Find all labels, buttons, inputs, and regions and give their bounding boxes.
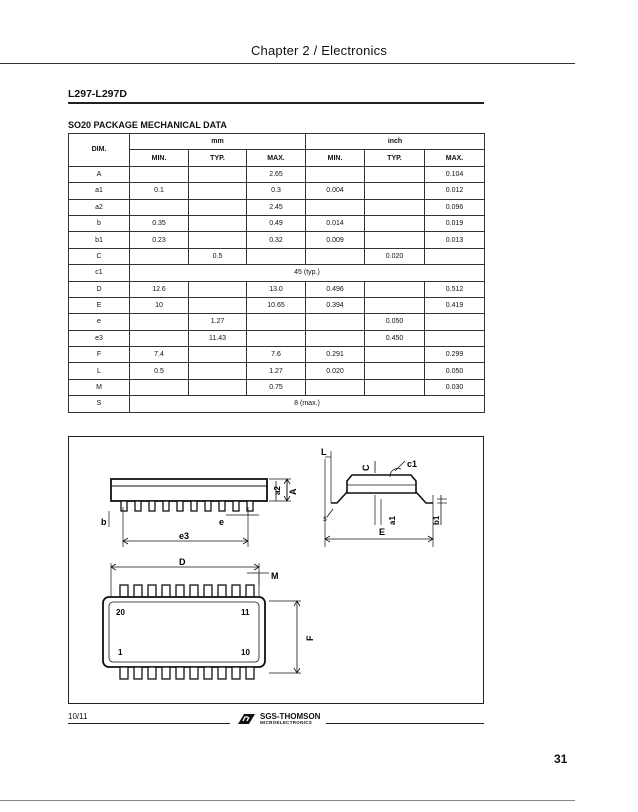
table-row	[69, 330, 485, 346]
dim-cell: L	[69, 363, 130, 379]
value-cell: 0.030	[425, 379, 485, 395]
value-cell: 0.496	[306, 281, 365, 297]
side-lead	[121, 501, 127, 511]
dim-cell: e3	[69, 330, 130, 346]
table-subheader-row	[69, 150, 485, 166]
table-body	[69, 134, 485, 413]
value-cell	[189, 183, 247, 199]
value-cell: 0.5	[130, 363, 189, 379]
value-cell	[365, 232, 425, 248]
value-cell: 0.419	[425, 297, 485, 313]
dim-cell: e	[69, 314, 130, 330]
value-cell	[365, 281, 425, 297]
value-cell: 0.512	[425, 281, 485, 297]
part-number-rule	[68, 102, 484, 104]
table-row	[69, 248, 485, 264]
value-cell: 2.65	[247, 166, 306, 182]
table-row	[69, 347, 485, 363]
side-lead	[191, 501, 197, 511]
brand-subtitle: MICROELECTRONICS	[260, 719, 313, 725]
upper-pin	[204, 585, 212, 597]
table-row	[69, 363, 485, 379]
value-cell	[189, 232, 247, 248]
pin-11-label: 11	[241, 608, 250, 617]
side-lead	[149, 501, 155, 511]
pin-20-label: 20	[116, 608, 125, 617]
label-a1: a1	[388, 516, 397, 525]
table-row	[69, 281, 485, 297]
package-outline-drawing	[69, 437, 483, 703]
value-cell: 7.4	[130, 347, 189, 363]
table-row	[69, 396, 485, 412]
value-cell: 13.0	[247, 281, 306, 297]
value-cell	[365, 297, 425, 313]
subheader-inch-min: MIN.	[306, 150, 365, 166]
dim-cell: C	[69, 248, 130, 264]
value-cell	[365, 363, 425, 379]
spanned-value-cell: 45 (typ.)	[130, 265, 485, 281]
table-row	[69, 379, 485, 395]
label-b: b	[101, 517, 107, 527]
value-cell: 0.49	[247, 215, 306, 231]
upper-pin	[120, 585, 128, 597]
section-title: SO20 PACKAGE MECHANICAL DATA	[68, 120, 227, 130]
part-number: L297-L297D	[68, 88, 127, 100]
pin-10-label: 10	[241, 648, 250, 657]
value-cell: 0.291	[306, 347, 365, 363]
dim-cell: A	[69, 166, 130, 182]
dim-header: DIM.	[69, 134, 130, 167]
value-cell: 7.6	[247, 347, 306, 363]
lower-pin	[232, 667, 240, 679]
lower-pin	[190, 667, 198, 679]
dim-cell: c1	[69, 265, 130, 281]
value-cell	[365, 199, 425, 215]
value-cell: 0.019	[425, 215, 485, 231]
value-cell	[130, 166, 189, 182]
value-cell	[306, 248, 365, 264]
label-L: L	[321, 447, 327, 457]
value-cell: 0.299	[425, 347, 485, 363]
lower-pin	[162, 667, 170, 679]
table-row	[69, 215, 485, 231]
page-number: 31	[554, 752, 568, 766]
upper-pin	[148, 585, 156, 597]
pin-1-label: 1	[118, 648, 123, 657]
table-row	[69, 183, 485, 199]
value-cell	[130, 314, 189, 330]
mm-header: mm	[130, 134, 306, 150]
value-cell: 0.050	[365, 314, 425, 330]
value-cell: 0.020	[365, 248, 425, 264]
top-view-leads-lower	[120, 667, 254, 679]
dim-cell: a1	[69, 183, 130, 199]
value-cell	[130, 330, 189, 346]
value-cell: 0.1	[130, 183, 189, 199]
upper-pin	[218, 585, 226, 597]
top-view-leads-upper	[120, 585, 254, 597]
value-cell: 0.013	[425, 232, 485, 248]
label-D: D	[179, 557, 186, 567]
value-cell: 0.050	[425, 363, 485, 379]
side-view-leads	[121, 501, 253, 511]
value-cell: 0.014	[306, 215, 365, 231]
value-cell	[306, 330, 365, 346]
value-cell	[247, 314, 306, 330]
value-cell	[130, 379, 189, 395]
value-cell	[130, 248, 189, 264]
st-logo-icon	[236, 712, 256, 726]
side-view	[109, 479, 291, 547]
value-cell	[189, 363, 247, 379]
table-row	[69, 199, 485, 215]
footer-page-ref: 10/11	[68, 712, 88, 721]
value-cell: 0.32	[247, 232, 306, 248]
side-lead	[177, 501, 183, 511]
value-cell	[189, 297, 247, 313]
value-cell: 0.009	[306, 232, 365, 248]
value-cell	[365, 347, 425, 363]
subheader-inch-max: MAX.	[425, 150, 485, 166]
label-b1: b1	[432, 515, 441, 525]
package-drawing	[68, 436, 484, 704]
value-cell: 0.3	[247, 183, 306, 199]
value-cell	[365, 379, 425, 395]
value-cell: 0.75	[247, 379, 306, 395]
label-F: F	[305, 635, 315, 641]
value-cell: 0.104	[425, 166, 485, 182]
inch-header: inch	[306, 134, 485, 150]
value-cell	[306, 166, 365, 182]
subheader-mm-max: MAX.	[247, 150, 306, 166]
value-cell: 2.45	[247, 199, 306, 215]
side-lead	[163, 501, 169, 511]
lower-pin	[246, 667, 254, 679]
value-cell	[306, 379, 365, 395]
value-cell: 0.5	[189, 248, 247, 264]
end-view	[325, 451, 447, 547]
upper-pin	[190, 585, 198, 597]
table-row	[69, 232, 485, 248]
value-cell	[425, 330, 485, 346]
table-row	[69, 265, 485, 281]
subheader-mm-min: MIN.	[130, 150, 189, 166]
table-row	[69, 297, 485, 313]
lower-pin	[176, 667, 184, 679]
value-cell	[189, 347, 247, 363]
value-cell	[306, 314, 365, 330]
brand-name: SGS-THOMSON	[260, 711, 321, 721]
value-cell	[130, 199, 189, 215]
label-C: C	[361, 464, 371, 471]
label-E: E	[379, 527, 386, 537]
value-cell	[247, 248, 306, 264]
lower-pin	[120, 667, 128, 679]
value-cell: 0.012	[425, 183, 485, 199]
table-row	[69, 314, 485, 330]
lower-pin	[134, 667, 142, 679]
value-cell: 0.35	[130, 215, 189, 231]
side-lead	[219, 501, 225, 511]
chapter-title: Chapter 2 / Electronics	[250, 43, 388, 58]
upper-pin	[176, 585, 184, 597]
value-cell: 10.65	[247, 297, 306, 313]
value-cell: 0.096	[425, 199, 485, 215]
dim-cell: b1	[69, 232, 130, 248]
dim-cell: S	[69, 396, 130, 412]
value-cell	[189, 166, 247, 182]
upper-pin	[232, 585, 240, 597]
dim-cell: D	[69, 281, 130, 297]
subheader-inch-typ: TYP.	[365, 150, 425, 166]
value-cell	[189, 379, 247, 395]
dim-cell: F	[69, 347, 130, 363]
value-cell: 12.6	[130, 281, 189, 297]
header-rule	[0, 63, 575, 64]
value-cell	[189, 281, 247, 297]
label-c1: c1	[407, 459, 418, 469]
value-cell	[365, 183, 425, 199]
dim-cell: M	[69, 379, 130, 395]
spanned-value-cell: 8 (max.)	[130, 396, 485, 412]
value-cell	[247, 330, 306, 346]
value-cell: 1.27	[247, 363, 306, 379]
value-cell	[425, 314, 485, 330]
value-cell: 0.23	[130, 232, 189, 248]
value-cell: 11.43	[189, 330, 247, 346]
mechanical-data-table	[68, 133, 485, 413]
value-cell	[189, 199, 247, 215]
dim-cell: b	[69, 215, 130, 231]
table-header-row	[69, 134, 485, 150]
upper-pin	[134, 585, 142, 597]
lower-pin	[204, 667, 212, 679]
value-cell	[306, 199, 365, 215]
side-lead	[135, 501, 141, 511]
upper-pin	[162, 585, 170, 597]
side-lead	[233, 501, 239, 511]
lower-pin	[148, 667, 156, 679]
value-cell: 0.394	[306, 297, 365, 313]
value-cell: 0.450	[365, 330, 425, 346]
bottom-rule	[0, 800, 575, 801]
label-M: M	[271, 571, 279, 581]
value-cell: 1.27	[189, 314, 247, 330]
lower-pin	[218, 667, 226, 679]
label-e: e	[219, 517, 225, 527]
table-row	[69, 166, 485, 182]
dim-cell: E	[69, 297, 130, 313]
upper-pin	[246, 585, 254, 597]
value-cell	[189, 215, 247, 231]
label-s: s	[323, 514, 327, 523]
dim-cell: a2	[69, 199, 130, 215]
value-cell	[365, 166, 425, 182]
subheader-mm-typ: TYP.	[189, 150, 247, 166]
label-a2: a2	[273, 486, 282, 495]
label-e3: e3	[179, 531, 190, 541]
label-A: A	[288, 488, 298, 495]
side-lead	[205, 501, 211, 511]
value-cell: 10	[130, 297, 189, 313]
value-cell: 0.020	[306, 363, 365, 379]
value-cell	[365, 215, 425, 231]
value-cell: 0.004	[306, 183, 365, 199]
st-logo	[230, 712, 326, 726]
value-cell	[425, 248, 485, 264]
